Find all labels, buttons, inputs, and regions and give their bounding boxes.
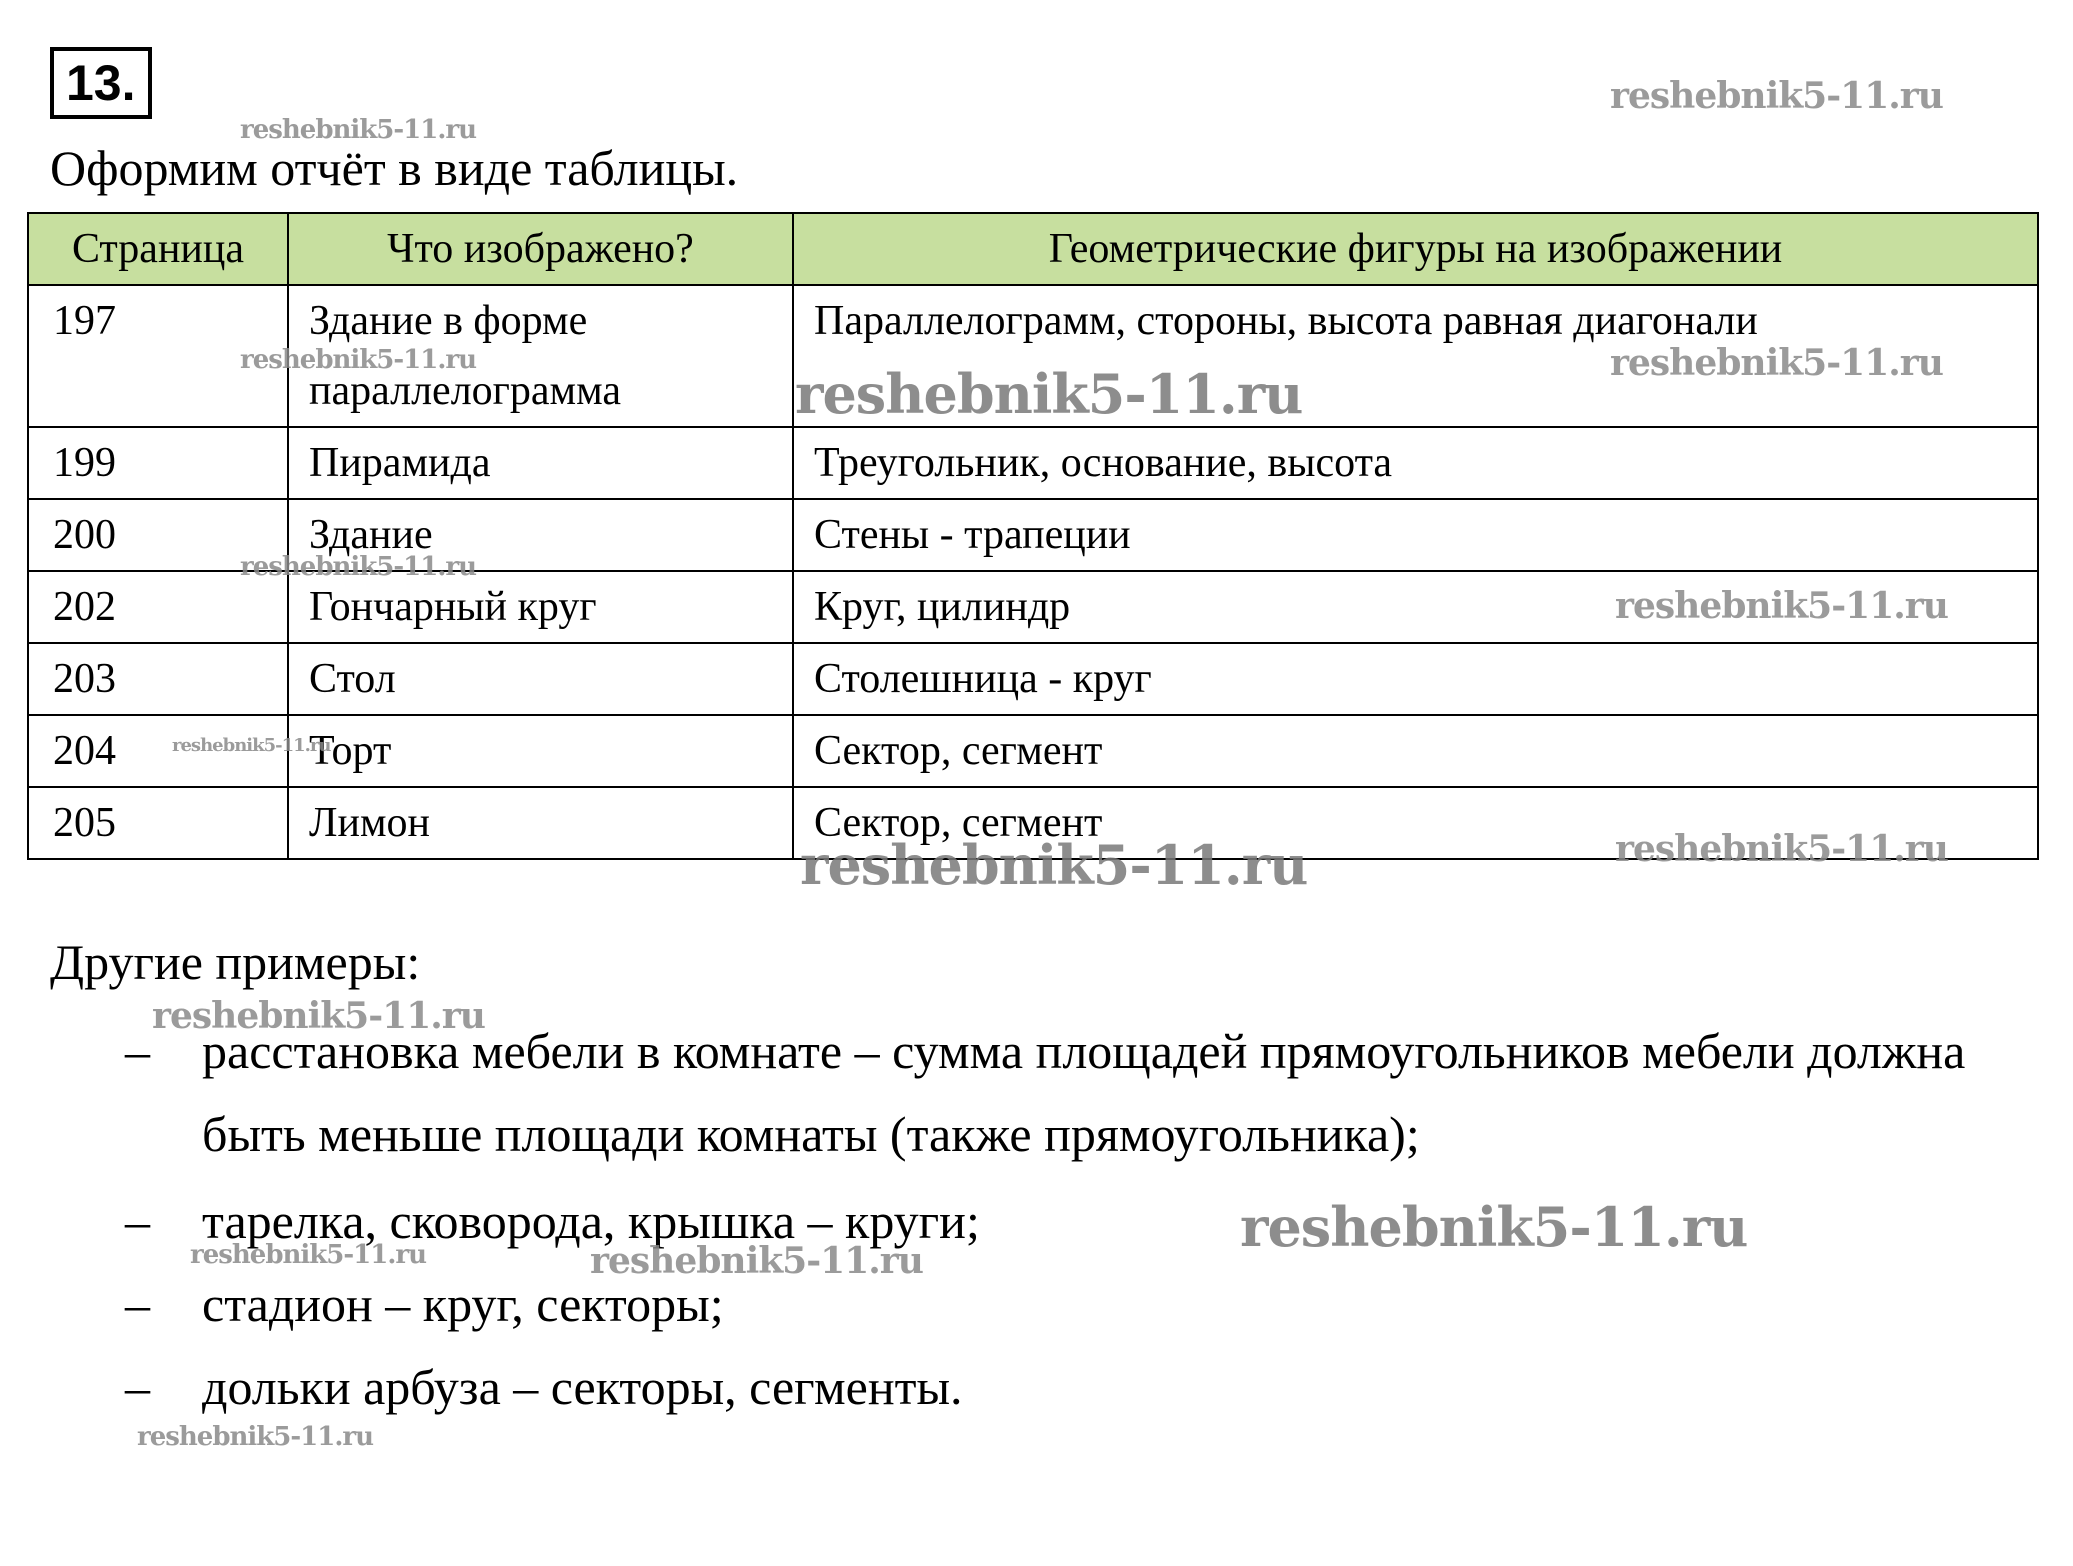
cell-what: Пирамида — [288, 427, 793, 499]
cell-what: Торт — [288, 715, 793, 787]
watermark: reshebnik5-11.ru — [172, 735, 331, 756]
dash-marker: – — [125, 1276, 150, 1332]
list-item — [0, 1263, 2000, 1346]
dash-marker: – — [125, 1359, 150, 1415]
watermark: reshebnik5-11.ru — [190, 1240, 427, 1270]
cell-what: Здание в форме параллелограмма — [288, 285, 793, 427]
watermark: reshebnik5-11.ru — [800, 833, 1308, 897]
cell-figures: Параллелограмм, стороны, высота равная диагонали — [793, 285, 2038, 427]
watermark: reshebnik5-11.ru — [1615, 828, 1948, 870]
example-text: дольки арбуза – секторы, сегменты. — [202, 1359, 963, 1415]
cell-figures: Треугольник, основание, высота — [793, 427, 2038, 499]
dash-marker: – — [125, 1023, 150, 1079]
report-table — [27, 212, 2039, 860]
example-text: расстановка мебели в комнате – сумма площадей прямоугольников мебели должна быть меньше площади комнаты (также прямоугольника); — [202, 1023, 1966, 1162]
cell-page: 202 — [28, 571, 288, 643]
table-header-row — [28, 213, 2038, 285]
watermark: reshebnik5-11.ru — [795, 362, 1303, 426]
other-examples-title: Другие примеры: — [50, 934, 421, 990]
list-item — [0, 1346, 2000, 1429]
dash-marker: – — [125, 1193, 150, 1249]
example-text: тарелка, сковорода, крышка – круги; — [202, 1193, 980, 1249]
cell-page: 205 — [28, 787, 288, 859]
watermark: reshebnik5-11.ru — [240, 115, 477, 145]
cell-what: Здание — [288, 499, 793, 571]
watermark: reshebnik5-11.ru — [590, 1240, 923, 1282]
watermark: reshebnik5-11.ru — [1610, 75, 1943, 117]
header-what: Что изображено? — [288, 213, 793, 285]
watermark: reshebnik5-11.ru — [240, 345, 477, 375]
watermark: reshebnik5-11.ru — [240, 552, 477, 582]
cell-page: 200 — [28, 499, 288, 571]
cell-page: 203 — [28, 643, 288, 715]
table-row — [28, 643, 2038, 715]
cell-page: 204 — [28, 715, 288, 787]
watermark: reshebnik5-11.ru — [137, 1422, 374, 1452]
cell-page: 197 — [28, 285, 288, 427]
example-text: стадион – круг, секторы; — [202, 1276, 724, 1332]
watermark: reshebnik5-11.ru — [152, 995, 485, 1037]
cell-figures: Столешница - круг — [793, 643, 2038, 715]
cell-figures: Круг, цилиндр — [793, 571, 2038, 643]
watermark: reshebnik5-11.ru — [1240, 1195, 1748, 1259]
cell-what: Лимон — [288, 787, 793, 859]
intro-text: Оформим отчёт в виде таблицы. — [50, 140, 739, 196]
watermark: reshebnik5-11.ru — [1615, 585, 1948, 627]
task-number: 13. — [50, 47, 152, 119]
cell-figures: Сектор, сегмент — [793, 715, 2038, 787]
table-row — [28, 427, 2038, 499]
cell-what: Стол — [288, 643, 793, 715]
cell-figures: Стены - трапеции — [793, 499, 2038, 571]
header-figures: Геометрические фигуры на изображении — [793, 213, 2038, 285]
cell-what: Гончарный круг — [288, 571, 793, 643]
header-page: Страница — [28, 213, 288, 285]
cell-figures: Сектор, сегмент — [793, 787, 2038, 859]
watermark: reshebnik5-11.ru — [1610, 342, 1943, 384]
cell-page: 199 — [28, 427, 288, 499]
